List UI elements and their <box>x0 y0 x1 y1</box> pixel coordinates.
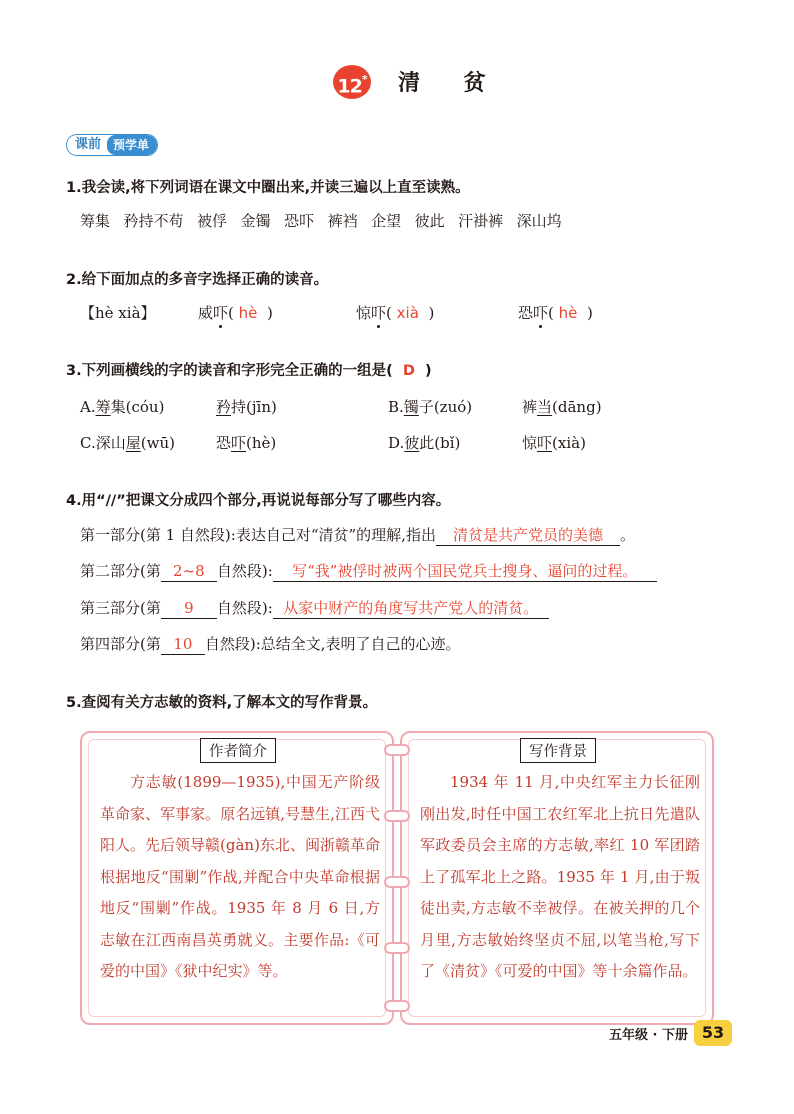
q2-items <box>80 302 720 326</box>
dotted-char: 吓 <box>213 304 229 322</box>
answer-blank: 2~8 <box>161 561 217 582</box>
q4-part-2: 第二部分(第 2~8 自然段): 写“我”被俘时被两个国民党兵士搜身、逼问的过程。 <box>80 560 657 582</box>
answer-blank: 写“我”被俘时被两个国民党兵士搜身、逼问的过程。 <box>273 561 657 582</box>
background-card <box>400 731 714 1025</box>
word-item: 企望 <box>371 212 402 230</box>
q2-options-label: 【hè xià】 <box>80 304 156 322</box>
page-title: 清 贫 <box>398 71 504 96</box>
word-item: 被俘 <box>197 212 228 230</box>
option-b-2: 裤当(dāng) <box>522 398 602 416</box>
answer-blank: 从家中财产的角度写共产党人的清贫。 <box>273 598 549 619</box>
dotted-char: 吓 <box>533 304 549 322</box>
q1-prompt: 1.我会读,将下列词语在课文中圈出来,并读三遍以上直至读熟。 <box>66 180 470 196</box>
answer-text: D <box>402 363 415 379</box>
word-item: 汗褂裤 <box>458 212 504 230</box>
q4-prompt: 4.用“//”把课文分成四个部分,再说说每部分写了哪些内容。 <box>66 493 451 509</box>
binder-ring <box>384 942 410 954</box>
word-item: 深山坞 <box>516 212 562 230</box>
page-number: 53 <box>694 1020 732 1046</box>
background-card-title: 写作背景 <box>520 738 596 763</box>
answer-blank: 清贫是共产党员的美德 <box>436 525 620 546</box>
option-a: A.筹集(cóu) <box>80 398 165 416</box>
section-tag <box>66 134 158 156</box>
option-a-2: 矜持(jīn) <box>216 398 277 416</box>
binder-ring <box>384 810 410 822</box>
lesson-header <box>0 62 794 102</box>
author-card-title: 作者简介 <box>200 738 276 763</box>
word-item: 金镯 <box>240 212 271 230</box>
lesson-number: 12 <box>337 75 362 98</box>
section-tag-part1: 课前 <box>67 135 107 155</box>
q4-part-4: 第四部分(第 10 自然段):总结全文,表明了自己的心迹。 <box>80 635 461 653</box>
author-card-body: 方志敏(1899—1935),中国无产阶级革命家、军事家。原名远镇,号慧生,江西弋阳人。先后领导赣(gàn)东北、闽浙赣革命根据地反“围剿”作战,并配合中央革命根据地反“围剿”作战。1935 年 8 月 6 日,方志敏在江西南昌英勇就义。主要作品:《可爱的中国》《狱中纪实》等。 <box>100 773 380 980</box>
answer-text: hè <box>558 304 578 322</box>
section-tag-part2: 预学单 <box>107 135 157 155</box>
option-c: C.深山屋(wū) <box>80 434 175 452</box>
author-card <box>80 731 394 1025</box>
word-item: 筹集 <box>80 212 111 230</box>
background-card-body: 1934 年 11 月,中央红军主力长征刚刚出发,时任中国工农红军北上抗日先遣队军政委员会主席的方志敏,率红 10 军团踏上了孤军北上之路。1935 年 1 月,由于叛徒出卖,方志敏不幸被俘。在被关押的几个月里,方志敏始终坚贞不屈,以笔当枪,写下了《清贫》《可爱的中国》等十余篇作品。 <box>420 773 700 980</box>
word-item: 裤裆 <box>327 212 358 230</box>
q3-options-row <box>80 432 720 456</box>
q3-prompt: 3.下列画横线的字的读音和字形完全正确的一组是( D ) <box>66 363 432 379</box>
option-d: D.彼此(bǐ) <box>388 434 461 452</box>
option-d-2: 惊吓(xià) <box>522 434 586 452</box>
word-item: 恐吓 <box>284 212 315 230</box>
option-c-2: 恐吓(hè) <box>216 434 277 452</box>
answer-blank: 9 <box>161 598 217 619</box>
q4-part-3: 第三部分(第 9 自然段): 从家中财产的角度写共产党人的清贫。 <box>80 597 549 619</box>
lesson-number-badge <box>333 65 371 99</box>
grade-label: 五年级 · 下册 <box>609 1027 688 1043</box>
q2-item: 惊吓( xià ) <box>356 304 435 322</box>
word-item: 矜持不苟 <box>123 212 184 230</box>
answer-text: xià <box>396 304 419 322</box>
dotted-char: 吓 <box>371 304 387 322</box>
q3-options-row <box>80 396 720 420</box>
answer-text: hè <box>238 304 258 322</box>
answer-blank: 10 <box>161 634 205 655</box>
page-footer <box>609 1020 732 1046</box>
q2-item: 威吓( hè ) <box>198 304 273 322</box>
lesson-mark: * <box>361 73 367 86</box>
option-b: B.镯子(zuó) <box>388 398 473 416</box>
binder-ring <box>384 744 410 756</box>
q2-item: 恐吓( hè ) <box>518 304 593 322</box>
word-item: 彼此 <box>414 212 445 230</box>
q1-word-list <box>80 210 575 231</box>
q2-prompt: 2.给下面加点的多音字选择正确的读音。 <box>66 272 329 288</box>
q5-prompt: 5.查阅有关方志敏的资料,了解本文的写作背景。 <box>66 695 378 711</box>
binder-ring <box>384 1000 410 1012</box>
binder-ring <box>384 876 410 888</box>
q4-part-1: 第一部分(第 1 自然段):表达自己对“清贫”的理解,指出 清贫是共产党员的美德 。 <box>80 526 635 544</box>
